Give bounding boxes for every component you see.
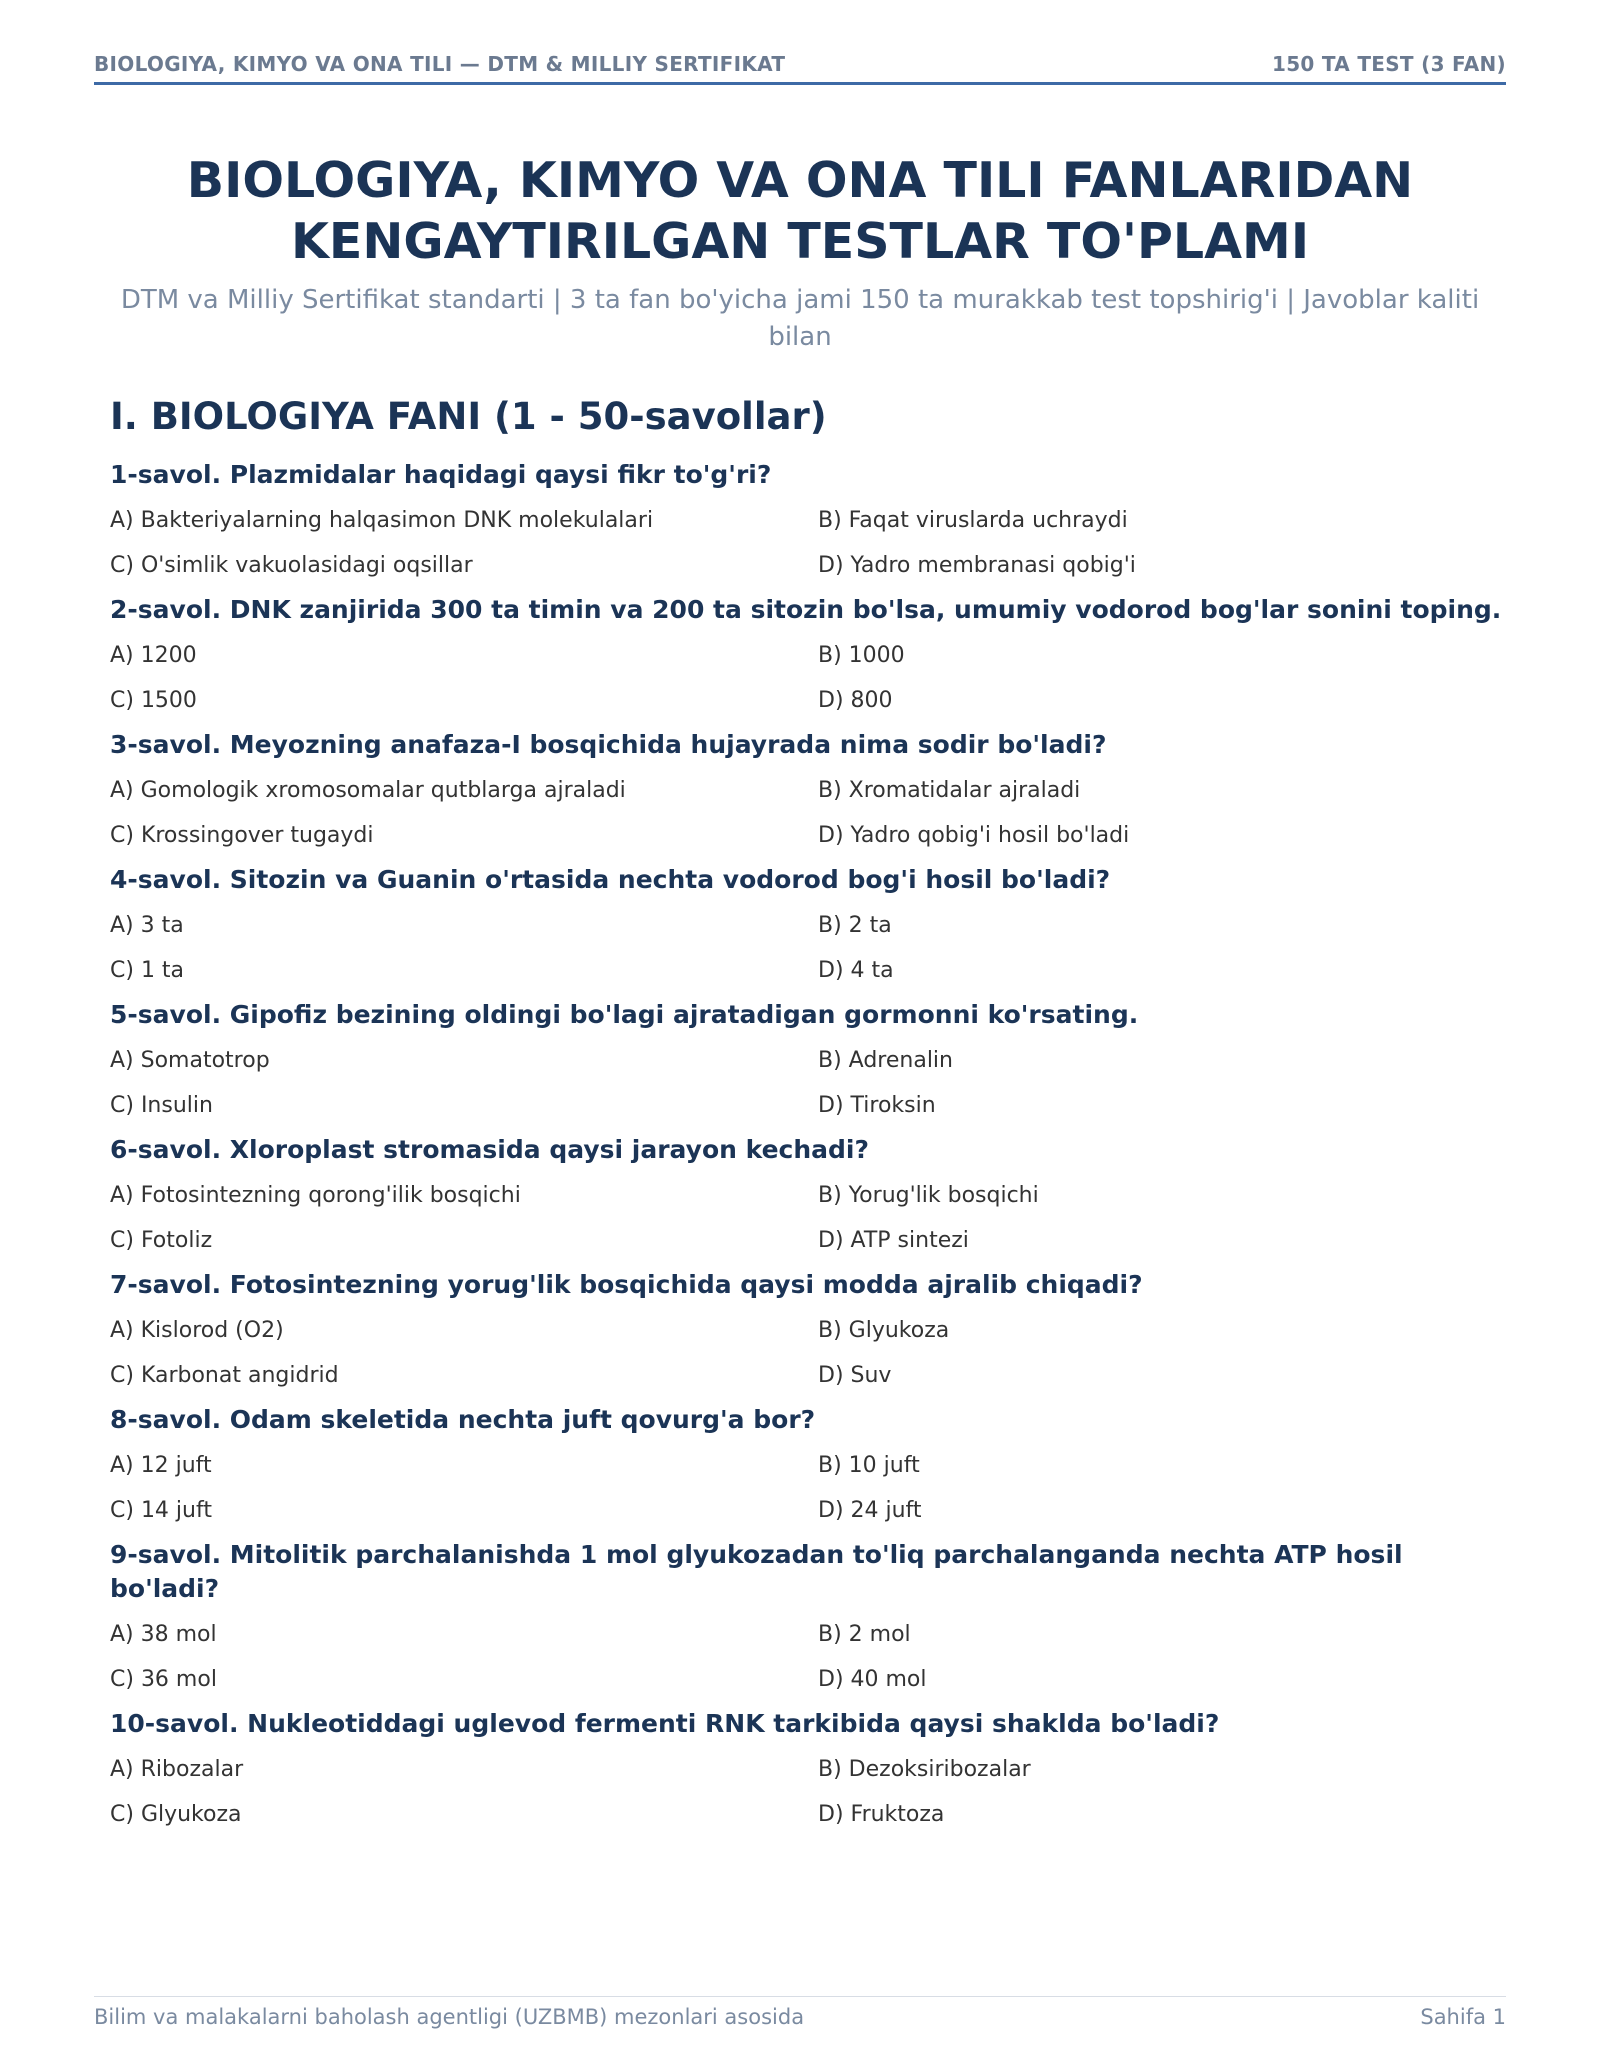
option-d: D) 24 juft (818, 1498, 922, 1523)
running-footer (94, 1996, 1506, 2029)
option-b: B) Xromatidalar ajraladi (818, 778, 1081, 803)
question-text: 10-savol. Nukleotiddagi uglevod fermenti RNK tarkibida qaysi shaklda bo'ladi? (110, 1709, 1220, 1738)
answer-options (110, 1449, 1506, 1528)
question-text: 9-savol. Mitolitik parchalanishda 1 mol glyukozadan to'liq parchalanganda nechta ATP hosil bo'ladi? (110, 1540, 1403, 1603)
answer-options (110, 1618, 1506, 1697)
question-text: 4-savol. Sitozin va Guanin o'rtasida nechta vodorod bog'i hosil bo'ladi? (110, 865, 1111, 894)
question-4 (110, 863, 1506, 988)
running-header (94, 52, 1506, 85)
answer-options (110, 909, 1506, 988)
option-a: A) 12 juft (110, 1453, 212, 1478)
answer-options (110, 1179, 1506, 1258)
option-a: A) Ribozalar (110, 1757, 244, 1782)
option-a: A) 38 mol (110, 1622, 217, 1647)
question-text: 8-savol. Odam skeletida nechta juft qovurg'a bor? (110, 1405, 816, 1434)
document-subtitle: DTM va Milliy Sertifikat standarti | 3 ta fan bo'yicha jami 150 ta murakkab test topshirig'i | Javoblar kaliti bilan (120, 285, 1480, 352)
question-2 (110, 593, 1506, 718)
option-c: C) Fotoliz (110, 1228, 213, 1253)
question-text: 1-savol. Plazmidalar haqidagi qaysi fikr to'g'ri? (110, 460, 772, 489)
question-text: 6-savol. Xloroplast stromasida qaysi jarayon kechadi? (110, 1135, 869, 1164)
option-b: B) Adrenalin (818, 1048, 953, 1073)
option-d: D) 40 mol (818, 1667, 927, 1692)
option-c: C) 1500 (110, 688, 197, 713)
option-c: C) O'simlik vakuolasidagi oqsillar (110, 553, 473, 578)
option-d: D) Yadro qobig'i hosil bo'ladi (818, 823, 1130, 848)
question-1 (110, 458, 1506, 583)
answer-options (110, 1753, 1506, 1832)
option-a: A) Gomologik xromosomalar qutblarga ajraladi (110, 778, 626, 803)
option-b: B) 2 mol (818, 1622, 911, 1647)
question-3 (110, 728, 1506, 853)
option-d: D) Tiroksin (818, 1093, 936, 1118)
header-left-text: BIOLOGIYA, KIMYO VA ONA TILI — DTM & MILLIY SERTIFIKAT (94, 52, 786, 76)
answer-options (110, 504, 1506, 583)
option-b: B) Faqat viruslarda uchraydi (818, 508, 1128, 533)
option-b: B) 1000 (818, 643, 905, 668)
answer-options (110, 639, 1506, 718)
answer-options (110, 1314, 1506, 1393)
question-text: 7-savol. Fotosintezning yorug'lik bosqichida qaysi modda ajralib chiqadi? (110, 1270, 1143, 1299)
document-title-line-1: BIOLOGIYA, KIMYO VA ONA TILI FANLARIDAN (186, 152, 1414, 209)
option-d: D) 800 (818, 688, 893, 713)
option-c: C) Krossingover tugaydi (110, 823, 374, 848)
option-a: A) 1200 (110, 643, 197, 668)
question-10 (110, 1707, 1506, 1832)
option-a: A) Fotosintezning qorong'ilik bosqichi (110, 1183, 521, 1208)
document-title (94, 150, 1506, 272)
option-d: D) Fruktoza (818, 1802, 945, 1827)
question-text: 3-savol. Meyozning anafaza-I bosqichida hujayrada nima sodir bo'ladi? (110, 730, 1107, 759)
option-b: B) Yorug'lik bosqichi (818, 1183, 1039, 1208)
option-a: A) Somatotrop (110, 1048, 270, 1073)
section-heading: I. BIOLOGIYA FANI (1 - 50-savollar) (110, 395, 827, 438)
footer-left-text: Bilim va malakalarni baholash agentligi (UZBMB) mezonlari asosida (94, 2005, 805, 2029)
option-c: C) Insulin (110, 1093, 213, 1118)
option-b: B) Glyukoza (818, 1318, 950, 1343)
question-list (110, 458, 1506, 1842)
question-8 (110, 1403, 1506, 1528)
answer-options (110, 774, 1506, 853)
option-d: D) Yadro membranasi qobig'i (818, 553, 1136, 578)
option-d: D) ATP sintezi (818, 1228, 969, 1253)
question-text: 2-savol. DNK zanjirida 300 ta timin va 200 ta sitozin bo'lsa, umumiy vodorod bog'lar sonini toping. (110, 595, 1502, 624)
option-a: A) Bakteriyalarning halqasimon DNK molekulalari (110, 508, 654, 533)
answer-options (110, 1044, 1506, 1123)
document-title-line-2: KENGAYTIRILGAN TESTLAR TO'PLAMI (290, 213, 1310, 270)
option-c: C) Karbonat angidrid (110, 1363, 339, 1388)
question-text: 5-savol. Gipofiz bezining oldingi bo'lagi ajratadigan gormonni ko'rsating. (110, 1000, 1139, 1029)
option-b: B) 2 ta (818, 913, 892, 938)
question-9 (110, 1538, 1506, 1697)
option-d: D) 4 ta (818, 958, 894, 983)
option-b: B) 10 juft (818, 1453, 920, 1478)
option-c: C) 14 juft (110, 1498, 212, 1523)
option-a: A) Kislorod (O2) (110, 1318, 284, 1343)
option-d: D) Suv (818, 1363, 892, 1388)
question-7 (110, 1268, 1506, 1393)
question-5 (110, 998, 1506, 1123)
option-b: B) Dezoksiribozalar (818, 1757, 1031, 1782)
header-right-text: 150 TA TEST (3 FAN) (1271, 52, 1506, 76)
option-c: C) 1 ta (110, 958, 185, 983)
option-a: A) 3 ta (110, 913, 184, 938)
option-c: C) 36 mol (110, 1667, 217, 1692)
question-6 (110, 1133, 1506, 1258)
page-number: Sahifa 1 (1420, 2005, 1506, 2029)
option-c: C) Glyukoza (110, 1802, 242, 1827)
